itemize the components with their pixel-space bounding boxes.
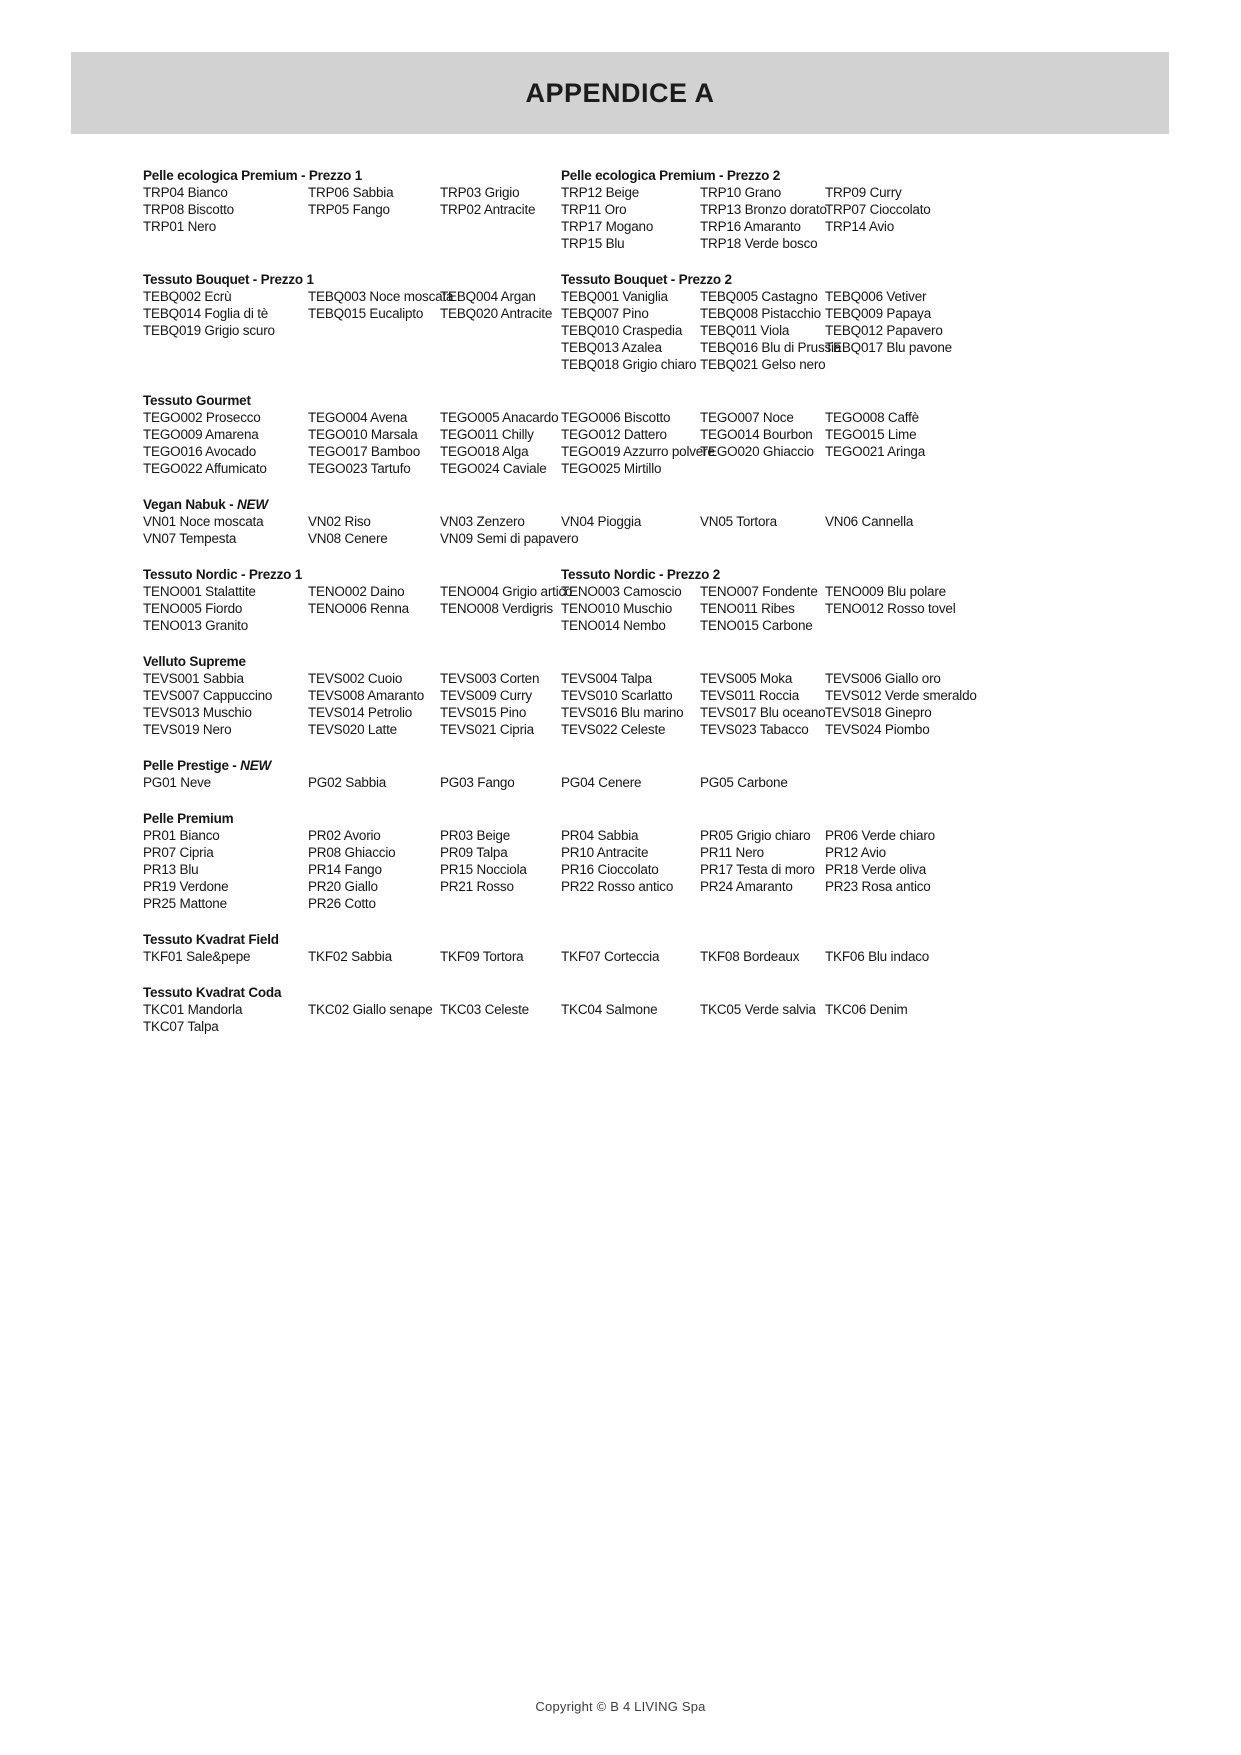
color-item: TEBQ012 Papavero bbox=[825, 323, 943, 338]
color-item: PR23 Rosa antico bbox=[825, 879, 931, 894]
section-title: Velluto Supreme bbox=[143, 654, 246, 669]
color-item: TENO008 Verdigris bbox=[440, 601, 553, 616]
color-item: TEBQ014 Foglia di tè bbox=[143, 306, 269, 321]
color-item: TEVS008 Amaranto bbox=[308, 688, 425, 703]
color-item: TENO001 Stalattite bbox=[143, 584, 256, 599]
section-title: Vegan Nabuk - NEW bbox=[143, 497, 268, 512]
color-item: TKF02 Sabbia bbox=[308, 949, 392, 964]
section-band bbox=[143, 271, 1105, 373]
color-item: PR04 Sabbia bbox=[561, 828, 639, 843]
new-badge: NEW bbox=[233, 497, 268, 512]
color-item: TKC06 Denim bbox=[825, 1002, 908, 1017]
color-item: PR12 Avio bbox=[825, 845, 886, 860]
color-item: TEGO017 Bamboo bbox=[308, 444, 421, 459]
section-band bbox=[143, 757, 1105, 791]
color-item: TEVS011 Roccia bbox=[700, 688, 799, 703]
color-item: TEGO012 Dattero bbox=[561, 427, 667, 442]
color-item: PG05 Carbone bbox=[700, 775, 788, 790]
color-item: TEVS021 Cipria bbox=[440, 722, 534, 737]
color-item: PR20 Giallo bbox=[308, 879, 378, 894]
color-item: TEVS006 Giallo oro bbox=[825, 671, 941, 686]
color-item: TEBQ004 Argan bbox=[440, 289, 536, 304]
color-item: VN05 Tortora bbox=[700, 514, 777, 529]
color-item: TRP04 Bianco bbox=[143, 185, 228, 200]
color-item: TEGO010 Marsala bbox=[308, 427, 418, 442]
color-item: TEGO004 Avena bbox=[308, 410, 408, 425]
color-item: TKC03 Celeste bbox=[440, 1002, 529, 1017]
color-item: TEVS012 Verde smeraldo bbox=[825, 688, 977, 703]
section-title: Tessuto Gourmet bbox=[143, 393, 251, 408]
color-item: TEBQ002 Ecrù bbox=[143, 289, 232, 304]
color-item: TEBQ005 Castagno bbox=[700, 289, 818, 304]
color-item: TEBQ018 Grigio chiaro bbox=[561, 357, 697, 372]
color-item: VN02 Riso bbox=[308, 514, 371, 529]
color-item: TEVS009 Curry bbox=[440, 688, 532, 703]
color-item: PR02 Avorio bbox=[308, 828, 381, 843]
color-item: TEBQ020 Antracite bbox=[440, 306, 553, 321]
color-item: TRP02 Antracite bbox=[440, 202, 536, 217]
color-item: TENO010 Muschio bbox=[561, 601, 673, 616]
color-item: VN07 Tempesta bbox=[143, 531, 237, 546]
section-band bbox=[143, 984, 1105, 1035]
color-item: TEGO016 Avocado bbox=[143, 444, 257, 459]
color-item: TKC02 Giallo senape bbox=[308, 1002, 433, 1017]
color-item: TRP10 Grano bbox=[700, 185, 782, 200]
color-item: TENO012 Rosso tovel bbox=[825, 601, 956, 616]
color-item: TEGO007 Noce bbox=[700, 410, 794, 425]
section-title: Tessuto Kvadrat Coda bbox=[143, 985, 282, 1000]
color-item: TEBQ001 Vaniglia bbox=[561, 289, 668, 304]
color-item: TRP13 Bronzo dorato bbox=[700, 202, 827, 217]
color-item: TEVS016 Blu marino bbox=[561, 705, 684, 720]
color-item: PR08 Ghiaccio bbox=[308, 845, 396, 860]
color-item: TEVS005 Moka bbox=[700, 671, 793, 686]
color-item: PR16 Cioccolato bbox=[561, 862, 659, 877]
color-item: TRP12 Beige bbox=[561, 185, 640, 200]
color-item: TEVS010 Scarlatto bbox=[561, 688, 673, 703]
color-item: PR18 Verde oliva bbox=[825, 862, 927, 877]
color-item: TEGO008 Caffè bbox=[825, 410, 919, 425]
color-item: TEVS004 Talpa bbox=[561, 671, 652, 686]
color-item: PG02 Sabbia bbox=[308, 775, 387, 790]
color-item: PR21 Rosso bbox=[440, 879, 514, 894]
color-item: TEBQ007 Pino bbox=[561, 306, 649, 321]
color-item: TENO007 Fondente bbox=[700, 584, 818, 599]
section-title: Pelle Premium bbox=[143, 811, 234, 826]
color-item: VN08 Cenere bbox=[308, 531, 388, 546]
color-item: TEVS014 Petrolio bbox=[308, 705, 413, 720]
color-item: TEBQ009 Papaya bbox=[825, 306, 932, 321]
color-item: TEVS013 Muschio bbox=[143, 705, 252, 720]
color-item: TEVS018 Ginepro bbox=[825, 705, 932, 720]
color-item: TEBQ013 Azalea bbox=[561, 340, 662, 355]
color-item: TENO003 Camoscio bbox=[561, 584, 682, 599]
color-item: PR03 Beige bbox=[440, 828, 511, 843]
copyright-footer: Copyright © B 4 LIVING Spa bbox=[535, 1699, 706, 1714]
color-item: TENO011 Ribes bbox=[700, 601, 795, 616]
color-item: TENO004 Grigio artico bbox=[440, 584, 573, 599]
color-item: TEGO011 Chilly bbox=[440, 427, 534, 442]
color-item: TRP08 Biscotto bbox=[143, 202, 234, 217]
color-item: TEVS015 Pino bbox=[440, 705, 527, 720]
color-item: TENO015 Carbone bbox=[700, 618, 813, 633]
section-band bbox=[143, 810, 1105, 912]
color-item: TKF09 Tortora bbox=[440, 949, 524, 964]
color-item: TKC01 Mandorla bbox=[143, 1002, 243, 1017]
color-item: PR10 Antracite bbox=[561, 845, 649, 860]
color-item: TKF08 Bordeaux bbox=[700, 949, 800, 964]
color-item: TKF06 Blu indaco bbox=[825, 949, 930, 964]
color-item: TEBQ006 Vetiver bbox=[825, 289, 927, 304]
color-item: PR19 Verdone bbox=[143, 879, 229, 894]
color-item: TEVS007 Cappuccino bbox=[143, 688, 273, 703]
color-item: TRP03 Grigio bbox=[440, 185, 520, 200]
color-item: TENO009 Blu polare bbox=[825, 584, 946, 599]
section-title: Tessuto Bouquet - Prezzo 2 bbox=[561, 272, 732, 287]
color-item: TRP15 Blu bbox=[561, 236, 625, 251]
color-item: PG04 Cenere bbox=[561, 775, 642, 790]
color-item: PR25 Mattone bbox=[143, 896, 227, 911]
color-item: TRP16 Amaranto bbox=[700, 219, 801, 234]
color-item: TRP06 Sabbia bbox=[308, 185, 394, 200]
section-band bbox=[143, 392, 1105, 477]
color-item: PR06 Verde chiaro bbox=[825, 828, 935, 843]
color-item: TEBQ021 Gelso nero bbox=[700, 357, 826, 372]
color-item: TENO013 Granito bbox=[143, 618, 249, 633]
color-item: TEBQ003 Noce moscata bbox=[308, 289, 454, 304]
color-item: TEBQ015 Eucalipto bbox=[308, 306, 424, 321]
color-item: TEVS023 Tabacco bbox=[700, 722, 809, 737]
color-item: VN09 Semi di papavero bbox=[440, 531, 579, 546]
color-item: TEGO020 Ghiaccio bbox=[700, 444, 814, 459]
color-item: PR11 Nero bbox=[700, 845, 764, 860]
section-title: Pelle Prestige - NEW bbox=[143, 758, 272, 773]
color-item: PR07 Cipria bbox=[143, 845, 214, 860]
color-item: TENO014 Nembo bbox=[561, 618, 666, 633]
color-item: TRP17 Mogano bbox=[561, 219, 654, 234]
color-item: PR26 Cotto bbox=[308, 896, 376, 911]
color-item: TRP01 Nero bbox=[143, 219, 217, 234]
section-title: Tessuto Nordic - Prezzo 2 bbox=[561, 567, 721, 582]
color-item: TRP09 Curry bbox=[825, 185, 902, 200]
color-item: TRP11 Oro bbox=[561, 202, 627, 217]
section-band bbox=[143, 496, 1105, 547]
color-item: PG01 Neve bbox=[143, 775, 211, 790]
color-item: TEGO021 Aringa bbox=[825, 444, 926, 459]
section-band bbox=[143, 931, 1105, 965]
color-item: PR01 Bianco bbox=[143, 828, 220, 843]
color-item: TEVS022 Celeste bbox=[561, 722, 666, 737]
section-band bbox=[143, 566, 1105, 634]
color-item: TEVS017 Blu oceano bbox=[700, 705, 826, 720]
color-item: TEBQ011 Viola bbox=[700, 323, 790, 338]
color-item: TEGO005 Anacardo bbox=[440, 410, 559, 425]
new-badge: NEW bbox=[236, 758, 272, 773]
section-band bbox=[143, 653, 1105, 738]
color-item: TEVS002 Cuoio bbox=[308, 671, 403, 686]
section-title: Tessuto Kvadrat Field bbox=[143, 932, 279, 947]
section-title: Tessuto Bouquet - Prezzo 1 bbox=[143, 272, 314, 287]
color-item: TRP14 Avio bbox=[825, 219, 895, 234]
color-item: TEGO019 Azzurro polvere bbox=[561, 444, 715, 459]
color-item: TEGO015 Lime bbox=[825, 427, 917, 442]
color-item: VN06 Cannella bbox=[825, 514, 914, 529]
color-item: TEGO022 Affumicato bbox=[143, 461, 267, 476]
color-item: TRP05 Fango bbox=[308, 202, 390, 217]
color-item: TEVS001 Sabbia bbox=[143, 671, 244, 686]
color-item: TEGO023 Tartufo bbox=[308, 461, 411, 476]
color-item: TEGO025 Mirtillo bbox=[561, 461, 662, 476]
section-title: Tessuto Nordic - Prezzo 1 bbox=[143, 567, 303, 582]
color-item: TEBQ008 Pistacchio bbox=[700, 306, 821, 321]
color-item: TENO005 Fiordo bbox=[143, 601, 243, 616]
color-item: TKF01 Sale&pepe bbox=[143, 949, 251, 964]
color-item: TEGO018 Alga bbox=[440, 444, 529, 459]
color-item: TRP07 Cioccolato bbox=[825, 202, 931, 217]
color-item: TENO002 Daino bbox=[308, 584, 405, 599]
color-item: PG03 Fango bbox=[440, 775, 515, 790]
color-item: PR14 Fango bbox=[308, 862, 382, 877]
color-item: VN01 Noce moscata bbox=[143, 514, 264, 529]
color-item: TEBQ019 Grigio scuro bbox=[143, 323, 275, 338]
color-item: TEVS024 Piombo bbox=[825, 722, 930, 737]
color-item: TKC05 Verde salvia bbox=[700, 1002, 816, 1017]
color-item: TEVS003 Corten bbox=[440, 671, 540, 686]
color-item: PR05 Grigio chiaro bbox=[700, 828, 811, 843]
color-item: TEVS019 Nero bbox=[143, 722, 232, 737]
section-band bbox=[143, 167, 1105, 252]
color-item: TKF07 Corteccia bbox=[561, 949, 660, 964]
color-item: TEBQ016 Blu di Prussia bbox=[700, 340, 842, 355]
color-item: PR09 Talpa bbox=[440, 845, 508, 860]
color-item: TENO006 Renna bbox=[308, 601, 409, 616]
page-title: APPENDICE A bbox=[525, 77, 715, 108]
color-item: TEGO002 Prosecco bbox=[143, 410, 261, 425]
color-item: TEGO009 Amarena bbox=[143, 427, 259, 442]
color-item: PR17 Testa di moro bbox=[700, 862, 815, 877]
color-item: PR22 Rosso antico bbox=[561, 879, 674, 894]
color-item: VN04 Pioggia bbox=[561, 514, 642, 529]
section-title: Pelle ecologica Premium - Prezzo 2 bbox=[561, 168, 781, 183]
color-item: TKC04 Salmone bbox=[561, 1002, 658, 1017]
appendix-header-bar bbox=[71, 52, 1169, 134]
color-code-listing bbox=[143, 167, 1105, 1054]
color-item: PR15 Nocciola bbox=[440, 862, 527, 877]
color-item: TEBQ017 Blu pavone bbox=[825, 340, 952, 355]
color-item: PR24 Amaranto bbox=[700, 879, 793, 894]
color-item: TEGO024 Caviale bbox=[440, 461, 547, 476]
section-title: Pelle ecologica Premium - Prezzo 1 bbox=[143, 168, 363, 183]
color-item: TEVS020 Latte bbox=[308, 722, 397, 737]
color-item: VN03 Zenzero bbox=[440, 514, 525, 529]
color-item: TRP18 Verde bosco bbox=[700, 236, 818, 251]
color-item: TEGO006 Biscotto bbox=[561, 410, 671, 425]
color-item: TEGO014 Bourbon bbox=[700, 427, 813, 442]
color-item: TEBQ010 Craspedia bbox=[561, 323, 683, 338]
color-item: PR13 Blu bbox=[143, 862, 199, 877]
color-item: TKC07 Talpa bbox=[143, 1019, 219, 1034]
